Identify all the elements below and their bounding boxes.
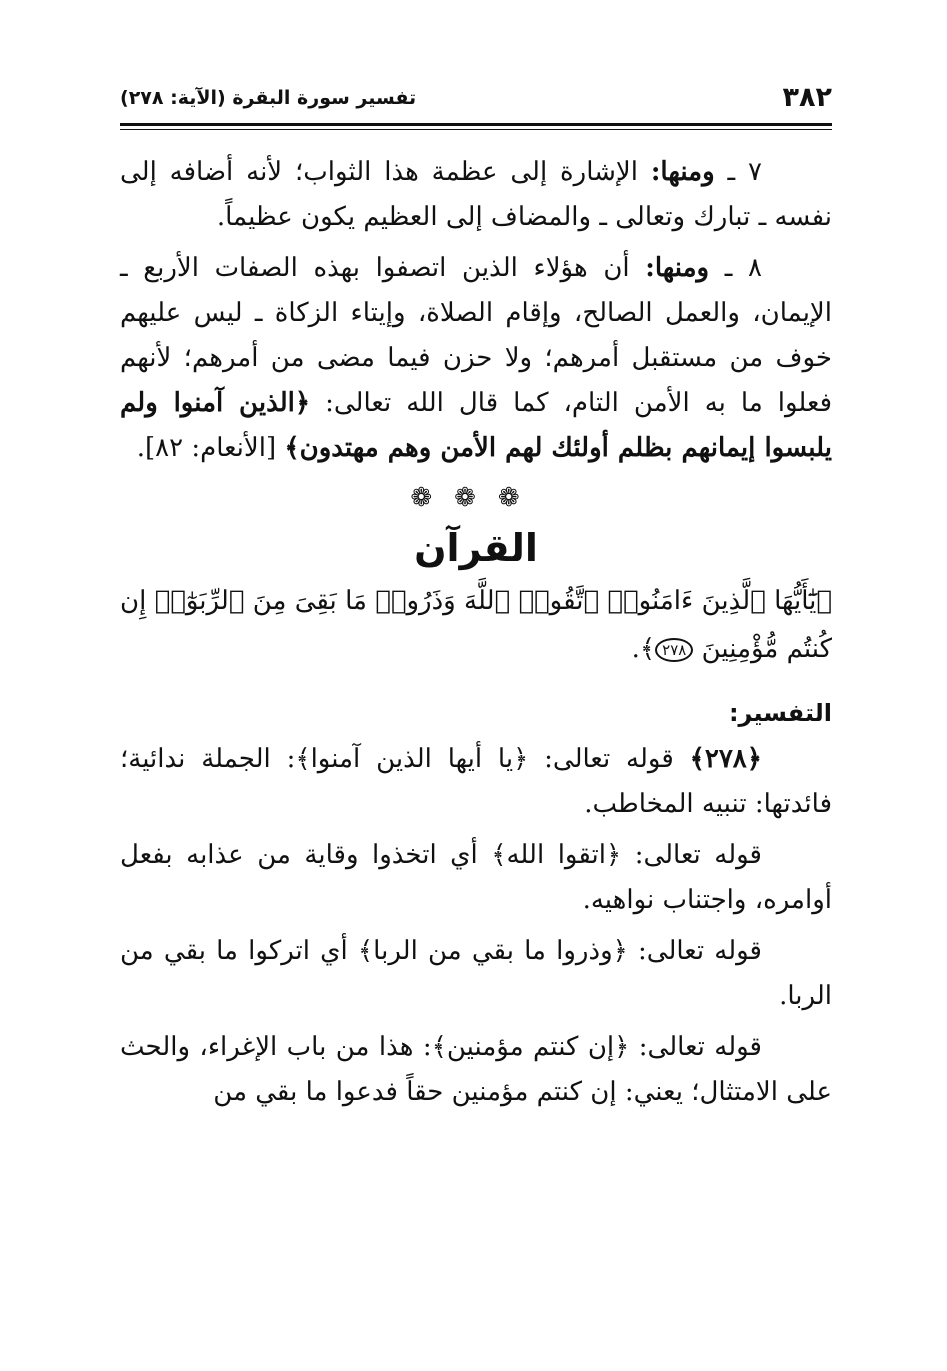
- paragraph-8-verse: ﴿الذين آمنوا ولم يلبسوا إيمانهم بظلم أولئك لهم الأمن وهم مهتدون﴾: [120, 388, 832, 463]
- quran-verse-text: ﴿يَٰٓأَيُّهَا ٱلَّذِينَ ءَامَنُوا۟ ٱتَّقُوا۟ ٱللَّهَ وَذَرُوا۟ مَا بَقِىَ مِنَ ٱلرِّبَوٰٓا۟ إِن كُنتُم مُّؤْمِنِينَ: [120, 586, 832, 664]
- paragraph-8: [120, 246, 832, 471]
- tafsir-paragraph-2: قوله تعالى: ﴿اتقوا الله﴾ أي اتخذوا وقاية من عذابه بفعل أوامره، واجتناب نواهيه.: [120, 840, 832, 915]
- header-rule-thin: [120, 129, 832, 130]
- tafsir-heading: التفسير:: [728, 699, 832, 727]
- paragraph-8-text: أن هؤلاء الذين اتصفوا بهذه الصفات الأربع ـ الإيمان، والعمل الصالح، وإقام الصلاة، وإيتاء الزكاة ـ ليس عليهم خوف من مستقبل أمرهم؛ ولا حزن فيما مضى من أمرهم؛ لأنهم فعلوا ما به الأمن التام، كما قال الله تعالى:: [120, 253, 833, 418]
- tafsir-paragraph-4: قوله تعالى: ﴿إن كنتم مؤمنين﴾: هذا من باب الإغراء، والحث على الامتثال؛ يعني: إن كنتم مؤمنين حقاً فدعوا ما بقي من: [120, 1032, 832, 1107]
- tafsir-verse-marker: ﴿٢٧٨﴾: [689, 744, 762, 774]
- page-header: [120, 78, 832, 122]
- paragraph-7: [120, 150, 832, 240]
- tafsir-paragraph-1-text: قوله تعالى: ﴿يا أيها الذين آمنوا﴾: الجملة ندائية؛ فائدتها: تنبيه المخاطب.: [120, 744, 832, 819]
- paragraph-8-number: ٨ ـ: [709, 253, 762, 283]
- header-rule: [120, 123, 832, 126]
- quran-verse-end: ﴾.: [631, 634, 656, 664]
- paragraph-8-reference: [الأنعام: ٨٢].: [136, 433, 285, 463]
- quran-heading: القرآن: [414, 526, 538, 570]
- tafsir-paragraph-3: قوله تعالى: ﴿وذروا ما بقي من الربا﴾ أي اتركوا ما بقي من الربا.: [120, 936, 832, 1011]
- paragraph-7-text: الإشارة إلى عظمة هذا الثواب؛ لأنه أضافه إلى نفسه ـ تبارك وتعالى ـ والمضاف إلى العظيم يكون عظيماً.: [120, 157, 832, 232]
- paragraph-7-lead: ومنها:: [650, 157, 715, 187]
- page-content: [120, 150, 832, 1121]
- verse-number-medallion: ٢٧٨: [655, 638, 693, 662]
- section-ornaments: ❁❁❁: [410, 483, 542, 513]
- paragraph-7-number: ٧ ـ: [714, 157, 762, 187]
- paragraph-8-lead: ومنها:: [645, 253, 710, 283]
- page-number: ٣٨٢: [782, 82, 832, 113]
- quran-verse: [120, 577, 832, 673]
- running-title: تفسير سورة البقرة (الآية: ٢٧٨): [120, 87, 417, 109]
- tafsir-paragraph-1: [120, 737, 832, 827]
